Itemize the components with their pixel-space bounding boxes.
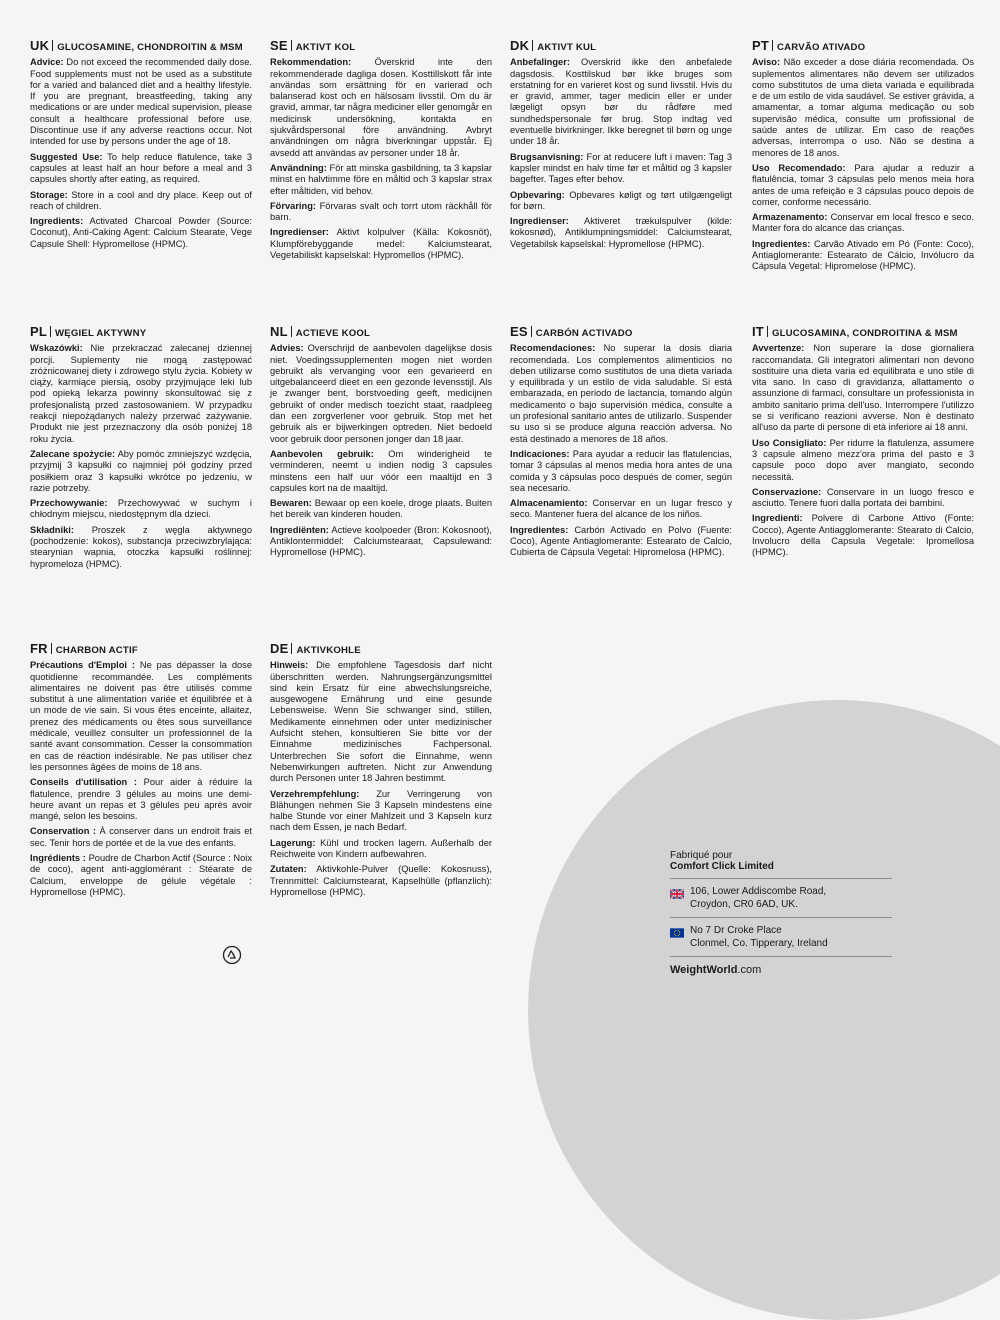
- paragraph-label: Przechowywanie:: [30, 498, 108, 509]
- paragraph-label: Ingrédients :: [30, 853, 86, 864]
- info-paragraph: [270, 789, 492, 834]
- paragraph-label: Rekommendation:: [270, 57, 352, 68]
- paragraph-text: Activated Charcoal Powder (Source: Coconut), Anti-Caking Agent: Calcium Stearate, Vege Capsule Shell: Hypromellose (HPMC).: [30, 216, 252, 249]
- paragraph-label: Opbevaring:: [510, 189, 565, 200]
- paragraph-label: Suggested Use:: [30, 151, 103, 162]
- section-pt: [752, 40, 974, 277]
- info-paragraph: [270, 449, 492, 494]
- paragraph-text: Zur Verringerung von Blähungen nehmen Sie 3 Kapseln mindestens eine halbe Stunde vor einer Mahlzeit und 3 Kapseln kurz nach dem Essen, je nach Bedarf.: [270, 788, 492, 833]
- info-paragraph: [510, 216, 732, 250]
- paragraph-label: Advice:: [30, 57, 64, 68]
- paragraph-label: Avvertenze:: [752, 343, 805, 354]
- paragraph-text: För att minska gasbildning, ta 3 kapslar minst en halvtimme före en måltid och 3 kapslar strax efter måltiden, vid behov.: [270, 162, 492, 196]
- section-header: [752, 326, 974, 339]
- info-paragraph: [270, 201, 492, 224]
- website-link[interactable]: [670, 964, 892, 976]
- paragraph-text: Die empfohlene Tagesdosis darf nicht überschritten werden. Nahrungsergänzungsmittel sind kein Ersatz für eine abwechslungsreiche, ausgewogene Ernährung und eine gesunde Lebensweise. Wenn Sie schwanger sind, stillen, Medikamente einnehmen oder unter medizinischer Aufsicht stehen, konsultieren Sie bitte vor der Einnahme medizinisches Fachpersonal. Unterbrechen Sie sofort die Einnahme, wenn Nebenwirkungen auftreten. Nicht zur Anwendung durch Personen unter 18 Jahren bestimmt.: [270, 660, 492, 784]
- language-code: SE: [270, 38, 288, 53]
- paragraph-text: Aktiveret trækulspulver (kilde: kokosnød), Antiklumpningsmiddel: Calciumstearat, Vegetabilsk kapselskal: Hypromellose (HPMC).: [510, 216, 732, 249]
- paragraph-label: Précautions d'Emploi :: [30, 660, 135, 671]
- section-title: GLUCOSAMINE, CHONDROITIN & MSM: [57, 42, 243, 53]
- paragraph-text: Przechowywać w suchym i chłodnym miejscu, niedostępnym dla dzieci.: [30, 498, 252, 520]
- paragraph-text: Överskrid inte den rekommenderade dagliga dosen. Kosttillskott får inte användas som ersättning för en varierad och balanserad kost och en hälsosam livsstil. Om du är gravid, ammar, tar några mediciner eller genomgår en medicinsk undersökning, kontakta en sjukvårdspersonal före användning. Avbryt användningen om några biverkningar uppstår. Ej avsedd att användas av personer under 18 år.: [270, 57, 492, 158]
- info-paragraph: [270, 498, 492, 521]
- paragraph-text: For at reducere luft i maven: Tag 3 kapsler mindst en halv time før et måltid og 3 kapsler bagefter. Tages efter behov.: [510, 151, 732, 185]
- paragraph-text: À conserver dans un endroit frais et sec. Tenir hors de portée et de la vue des enfants.: [30, 826, 252, 848]
- info-paragraph: [30, 190, 252, 213]
- section-title: WĘGIEL AKTYWNY: [55, 328, 147, 339]
- paragraph-label: Storage:: [30, 189, 68, 200]
- section-se: [270, 40, 492, 265]
- info-paragraph: [270, 864, 492, 898]
- paragraph-label: Ingredientes:: [752, 238, 811, 249]
- info-paragraph: [752, 343, 974, 433]
- paragraph-label: Składniki:: [30, 524, 74, 535]
- decorative-circle: [528, 700, 1000, 1320]
- section-header: [510, 326, 732, 339]
- paragraph-text: Actieve koolpoeder (Bron: Kokosnoot), Antiklontermiddel: Calciumstearaat, Capsulewand: Hypromellose (HPMC).: [270, 524, 492, 558]
- paragraph-text: Overskrid ikke den anbefalede dagsdosis. Kosttilskud bør ikke bruges som erstatning for en varieret kost og sund livsstil. Hvis du er gravid, ammer, tager medicin eller er under lægeligt opsyn bør du rådføre med sundhedspersonale før brug. Stop indtag ved eventuelle bivirkninger. Ikke beregnet til børn og unge under 18 år.: [510, 57, 732, 147]
- paragraph-label: Lagerung:: [270, 837, 316, 848]
- info-paragraph: [752, 239, 974, 273]
- info-paragraph: [270, 525, 492, 559]
- paragraph-text: Conservar en un lugar fresco y seco. Mantener fuera del alcance de los niños.: [510, 498, 732, 520]
- paragraph-text: Förvaras svalt och torrt utom räckhåll för barn.: [270, 200, 492, 223]
- paragraph-text: Aby pomóc zmniejszyć wzdęcia, przyjmij 3 kapsułki co najmniej pół godziny przed posiłkiem oraz 3 kapsułki wkrótce po jedzeniu, w razie potrzeby.: [30, 448, 252, 493]
- address-eu-line1: No 7 Dr Croke Place: [690, 925, 782, 936]
- paragraph-text: Overschrijd de aanbevolen dagelijkse dosis niet. Voedingssupplementen mogen niet worden gebruikt als vervanging voor een gevarieerd en uitgebalanceerd dieet en een gezonde levensstijl. Als je zwanger bent, borstvoeding geeft, medicijnen gebruikt of onder medisch toezicht staat, raadpleeg dan een zorgverlener voor gebruik. Stop met het gebruik als er bijwerkingen optreden. Niet bedoeld voor gebruik door personen jonger dan 18 jaar.: [270, 343, 492, 444]
- info-paragraph: [270, 227, 492, 261]
- paragraph-label: Aanbevolen gebruik:: [270, 448, 374, 459]
- info-paragraph: [510, 152, 732, 186]
- info-paragraph: [752, 163, 974, 208]
- paragraph-text: Per ridurre la flatulenza, assumere 3 capsule almeno mezz'ora prima del pasto e 3 capsule poco dopo aver mangiato, secondo necessità.: [752, 437, 974, 482]
- paragraph-label: Conservation :: [30, 826, 97, 837]
- info-paragraph: [30, 57, 252, 147]
- paragraph-label: Ingrediënten:: [270, 524, 329, 535]
- recycle-icon: [222, 945, 242, 965]
- website-tld: .com: [737, 964, 762, 976]
- paragraph-text: Carbón Activado en Polvo (Fuente: Coco), Agente Antiaglomerante: Estearato de Calcio, Cubierta de Cápsula Vegetal: Hipromelosa (HPMC).: [510, 524, 732, 558]
- section-title: CARVÃO ATIVADO: [777, 42, 866, 53]
- language-code: PL: [30, 324, 48, 339]
- section-header: [752, 40, 974, 53]
- info-paragraph: [752, 513, 974, 558]
- paragraph-label: Brugsanvisning:: [510, 151, 584, 162]
- eu-flag-icon: [670, 928, 684, 938]
- language-code: UK: [30, 38, 50, 53]
- paragraph-text: Conservare in un luogo fresco e asciutto. Tenere fuori dalla portata dei bambini.: [752, 486, 974, 509]
- divider-bar: [767, 326, 768, 337]
- info-paragraph: [270, 57, 492, 159]
- section-title: AKTIVT KUL: [537, 42, 597, 53]
- paragraph-text: Kühl und trocken lagern. Außerhalb der Reichweite von Kindern aufbewahren.: [270, 837, 492, 860]
- info-paragraph: [270, 163, 492, 197]
- divider-bar: [772, 40, 773, 51]
- manufacturer-info: [670, 850, 892, 976]
- paragraph-label: Ingredienser:: [510, 216, 569, 227]
- paragraph-label: Ingredientes:: [510, 524, 569, 535]
- section-pl: [30, 326, 252, 574]
- info-paragraph: [510, 449, 732, 494]
- paragraph-text: Proszek z węgla aktywnego (pochodzenie: kokos), substancja przeciwzbrylająca: stearynian wapnia, otoczka kapsułki roślinnej: hypromeloza (HPMC).: [30, 524, 252, 569]
- info-paragraph: [30, 216, 252, 250]
- section-title: AKTIVKOHLE: [296, 645, 361, 656]
- paragraph-label: Almacenamiento:: [510, 498, 588, 509]
- paragraph-label: Recomendaciones:: [510, 343, 596, 354]
- made-for-label: Fabriqué pour: [670, 850, 733, 861]
- paragraph-text: Conservar em local fresco e seco. Manter fora do alcance das crianças.: [752, 212, 974, 234]
- section-title: AKTIVT KOL: [295, 42, 356, 53]
- info-paragraph: [30, 343, 252, 445]
- paragraph-label: Verzehrempfehlung:: [270, 788, 360, 799]
- section-header: [30, 326, 252, 339]
- section-nl: [270, 326, 492, 563]
- divider-bar: [291, 326, 292, 337]
- address-uk: [670, 886, 892, 918]
- paragraph-text: Poudre de Charbon Actif (Source : Noix de coco), agent anti-agglomérant : Stéarate de Calcium, enveloppe de gélule végétale : Hypromellose (HPMC).: [30, 853, 252, 897]
- paragraph-label: Zutaten:: [270, 864, 307, 875]
- paragraph-label: Wskazówki:: [30, 343, 83, 354]
- section-it: [752, 326, 974, 563]
- paragraph-label: Conseils d'utilisation :: [30, 777, 137, 788]
- paragraph-text: Ne pas dépasser la dose quotidienne recommandée. Les compléments alimentaires ne doivent pas être utilisés comme substitut à une alimentation variée et équilibrée et à un mode de vie sain. Si vous êtes enceinte, allaitez, prenez des médicaments ou êtes sous surveillance médicale, veuillez consulter un professionnel de la santé avant consommation. Cesser la consommation en cas de réaction indésirable. Ne pas utiliser chez les personnes âgées de moins de 18 ans.: [30, 660, 253, 772]
- paragraph-label: Ingredients:: [30, 216, 84, 227]
- section-header: [270, 326, 492, 339]
- language-code: DK: [510, 38, 530, 53]
- language-code: NL: [270, 324, 288, 339]
- language-code: PT: [752, 38, 770, 53]
- divider-bar: [50, 326, 51, 337]
- info-paragraph: [510, 190, 732, 213]
- info-paragraph: [270, 838, 492, 861]
- info-paragraph: [510, 498, 732, 521]
- paragraph-text: To help reduce flatulence, take 3 capsules at least half an hour before a meal and 3 capsules shortly after eating, as required.: [30, 151, 252, 185]
- paragraph-text: Nie przekraczać zalecanej dziennej porcji. Suplementy nie mogą zastępować zróżnicowanej diety i zdrowego stylu życia. Kobiety w ciąży, karmiące piersią, osoby przyjmujące leki lub pod opieką lekarza powinny skonsultować się z profesjonalistą przed zastosowaniem. W przypadku reakcji niepożądanych należy przerwać zażywanie. Produkt nie jest przeznaczony dla osób poniżej 18 roku życia.: [30, 343, 252, 444]
- divider-bar: [291, 643, 292, 654]
- info-paragraph: [270, 343, 492, 445]
- paragraph-text: No superar la dosis diaria recomendada. Los complementos alimenticios no deben utilizarse como sustitutos de una dieta variada y equilibrada y un estilo de vida saludable. Si está embarazada, en periodo de lactancia, tomando algún medicamento o bajo supervisión médica, consulte a un profesional sanitario antes de utilizarlo. Suspender su uso si se produce alguna reacción adversa. No está destinado a menores de 18 años.: [510, 343, 732, 444]
- divider-bar: [51, 643, 52, 654]
- paragraph-label: Zalecane spożycie:: [30, 448, 116, 459]
- address-uk-line1: 106, Lower Addiscombe Road,: [690, 886, 827, 897]
- divider-bar: [291, 40, 292, 51]
- paragraph-label: Ingredienti:: [752, 513, 803, 524]
- paragraph-text: Bewaar op een koele, droge plaats. Buiten het bereik van kinderen houden.: [270, 498, 492, 520]
- company-name: Comfort Click Limited: [670, 861, 892, 879]
- website-brand: WeightWorld: [670, 964, 738, 976]
- paragraph-label: Uso Consigliato:: [752, 437, 827, 448]
- info-paragraph: [510, 343, 732, 445]
- divider-bar: [52, 40, 53, 51]
- uk-flag-icon: [670, 889, 684, 899]
- info-paragraph: [30, 826, 252, 849]
- paragraph-text: Opbevares køligt og tørt utilgængeligt for børn.: [510, 189, 732, 211]
- info-paragraph: [752, 57, 974, 159]
- paragraph-text: Para ajudar a reduzir a flatulência, tomar 3 cápsulas pelo menos meia hora antes de uma refeição e 3 cápsulas pouco depois de comer, conforme necessário.: [752, 162, 974, 207]
- paragraph-label: Bewaren:: [270, 498, 312, 509]
- paragraph-label: Indicaciones:: [510, 448, 570, 459]
- info-paragraph: [30, 498, 252, 521]
- paragraph-label: Användning:: [270, 162, 327, 173]
- section-es: [510, 326, 732, 563]
- paragraph-label: Conservazione:: [752, 486, 822, 497]
- language-code: FR: [30, 641, 48, 656]
- section-title: GLUCOSAMINA, CONDROITINA & MSM: [771, 328, 958, 339]
- paragraph-label: Aviso:: [752, 57, 781, 68]
- language-code: IT: [752, 324, 764, 339]
- info-paragraph: [30, 449, 252, 494]
- info-paragraph: [270, 660, 492, 784]
- section-de: [270, 643, 492, 902]
- info-paragraph: [30, 660, 252, 773]
- paragraph-label: Armazenamento:: [752, 212, 828, 223]
- paragraph-text: Pour aider à réduire la flatulence, prendre 3 gélules au moins une demi-heure avant un repas et 3 gélules peu après avoir mangé, selon les besoins.: [30, 777, 252, 822]
- language-code: DE: [270, 641, 289, 656]
- address-eu: [670, 925, 892, 957]
- section-uk: [30, 40, 252, 254]
- address-uk-line2: Croydon, CR0 6AD, UK.: [690, 898, 798, 910]
- address-eu-line2: Clonmel, Co. Tipperary, Ireland: [690, 937, 828, 949]
- paragraph-text: Non superare la dose giornaliera raccomandata. Gli integratori alimentari non devono sostituire una dieta varia ed equilibrata e uno stile di vita sano. In caso di gravidanza, allattamento o assunzione di farmaci, consultare un professionista in ambito sanitario prima dell'uso. Interrompere l'utilizzo se si verificano reazioni avverse. Non è destinato all'uso da parte di persone di età inferiore ai 18 anni.: [752, 343, 974, 433]
- info-paragraph: [510, 57, 732, 147]
- paragraph-text: Não exceder a dose diária recomendada. Os suplementos alimentares não devem ser utilizados como substitutos de uma dieta variada e equilibrada e de um estilo de vida saudável. Se estiver grávida, a amamentar, a tomar alguma medicação ou sob supervisão médica, consulte um profissional de saúde antes de utilizar. Em caso de reações adversas, interrompa o uso. Não se destina a menores de 18 anos.: [752, 57, 974, 158]
- paragraph-text: Polvere di Carbone Attivo (Fonte: Cocco), Agente Antiagglomerante: Stearato di Calcio, Involucro della Capsula Vegetale: Ipromellosa (HPMC).: [752, 513, 974, 558]
- section-title: CARBÓN ACTIVADO: [535, 328, 633, 339]
- info-paragraph: [752, 212, 974, 235]
- paragraph-text: Om winderigheid te verminderen, neemt u indien nodig 3 capsules minstens een half uur vóór een maaltijd en 3 capsules kort na de maaltijd.: [270, 448, 492, 493]
- info-paragraph: [30, 777, 252, 822]
- section-title: ACTIEVE KOOL: [295, 328, 371, 339]
- divider-bar: [531, 326, 532, 337]
- section-fr: [30, 643, 252, 902]
- section-header: [270, 40, 492, 53]
- paragraph-label: Hinweis:: [270, 660, 309, 671]
- paragraph-text: Para ayudar a reducir las flatulencias, tomar 3 cápsulas al menos media hora antes de una comida y 3 cápsulas poco después de comer, según sea necesario.: [510, 448, 732, 493]
- info-paragraph: [30, 525, 252, 570]
- paragraph-text: Store in a cool and dry place. Keep out of reach of children.: [30, 189, 252, 211]
- paragraph-label: Förvaring:: [270, 200, 316, 211]
- paragraph-label: Advies:: [270, 343, 304, 354]
- paragraph-text: Do not exceed the recommended daily dose. Food supplements must not be used as a substitute for a varied and balanced diet and a healthy lifestyle. If you are pregnant, breastfeeding, taking any medications or are under medical supervision, please consult a healthcare professional before use. Discontinue use if any adverse reactions occur. Not intended for use by persons under the age of 18.: [30, 57, 252, 147]
- paragraph-label: Uso Recomendado:: [752, 162, 846, 173]
- paragraph-text: Carvão Ativado em Pó (Fonte: Coco), Antiaglomerante: Estearato de Cálcio, Invólucro da Cápsula Vegetal: Hipromelose (HPMC).: [752, 238, 974, 272]
- paragraph-label: Anbefalinger:: [510, 57, 570, 68]
- paragraph-text: Aktivkohle-Pulver (Quelle: Kokosnuss), Trennmittel: Calciumstearat, Kapselhülle (pflanzlich): Hypromellose (HPMC).: [270, 864, 492, 897]
- info-paragraph: [30, 152, 252, 186]
- info-paragraph: [752, 438, 974, 483]
- section-header: [510, 40, 732, 53]
- section-header: [30, 643, 252, 656]
- language-code: ES: [510, 324, 528, 339]
- info-paragraph: [510, 525, 732, 559]
- info-paragraph: [30, 853, 252, 898]
- section-header: [270, 643, 492, 656]
- section-header: [30, 40, 252, 53]
- paragraph-text: Aktivt kolpulver (Källa: Kokosnöt), Klumpförebyggande medel: Kalciumstearat, Vegetabiliskt kapselskal: Hypromellos (HPMC).: [270, 227, 492, 261]
- divider-bar: [532, 40, 533, 51]
- section-title: CHARBON ACTIF: [55, 645, 138, 656]
- info-paragraph: [752, 487, 974, 510]
- paragraph-label: Ingredienser:: [270, 227, 329, 238]
- section-dk: [510, 40, 732, 254]
